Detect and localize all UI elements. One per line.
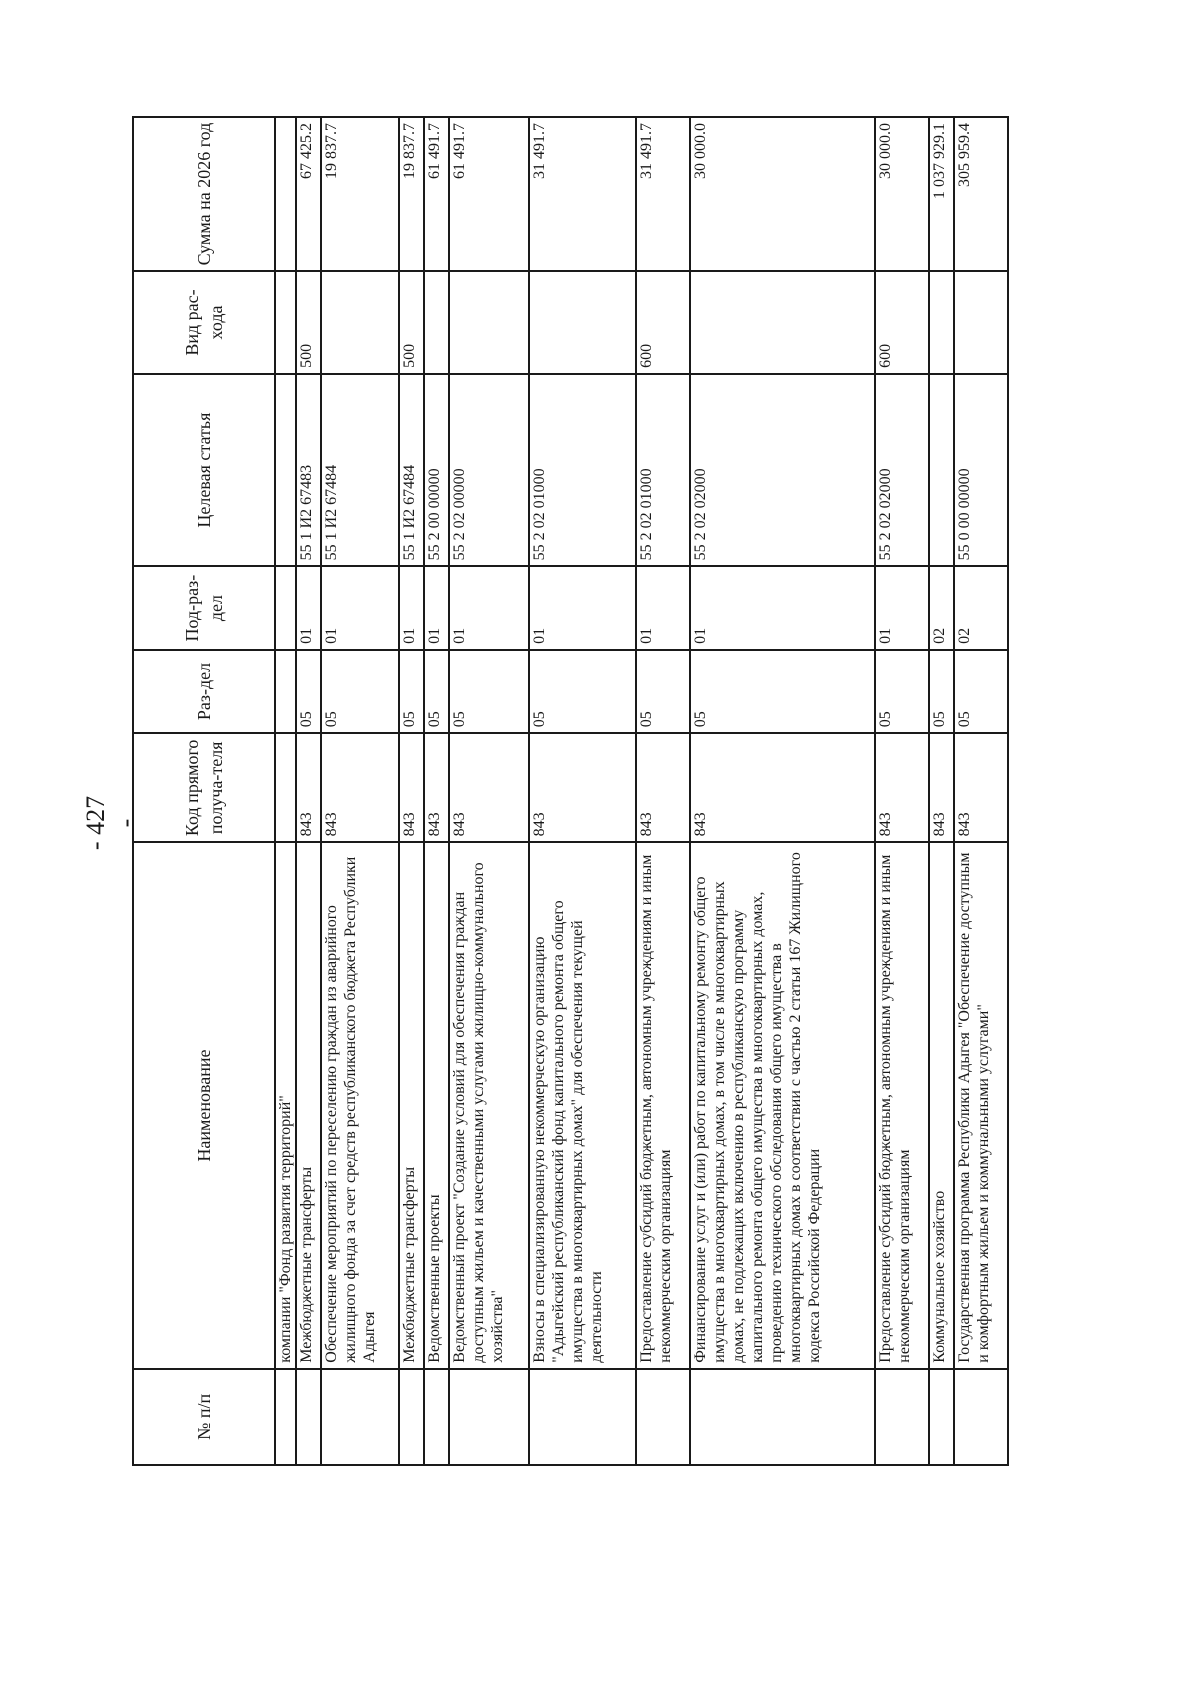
- cell-name: Предоставление субсидий бюджетным, автономным учреждениям и иным некоммерческим организациям: [636, 842, 690, 1368]
- cell-recipient: 843: [929, 733, 954, 842]
- cell-target: 55 1 И2 67484: [399, 374, 424, 567]
- cell-name: Обеспечение мероприятий по переселению граждан из аварийного жилищного фонда за счет средств республиканского бюджета Республики Адыгея: [321, 842, 399, 1368]
- cell-expense: [529, 271, 636, 374]
- cell-expense: [424, 271, 449, 374]
- cell-amount: 19 837.7: [399, 117, 424, 271]
- table-row: [954, 117, 1008, 1465]
- cell-num: [399, 1369, 424, 1465]
- cell-section: 05: [954, 650, 1008, 733]
- cell-name: Коммунальное хозяйство: [929, 842, 954, 1368]
- cell-expense: [275, 271, 296, 374]
- cell-recipient: 843: [636, 733, 690, 842]
- cell-num: [449, 1369, 529, 1465]
- cell-target: 55 2 02 01000: [636, 374, 690, 567]
- table-row: [321, 117, 399, 1465]
- cell-amount: 305 959.4: [954, 117, 1008, 271]
- header-num: № п/п: [133, 1369, 275, 1465]
- cell-expense: [690, 271, 875, 374]
- cell-section: 05: [690, 650, 875, 733]
- header-target-article: Целевая статья: [133, 374, 275, 567]
- cell-subsection: [275, 566, 296, 649]
- cell-num: [929, 1369, 954, 1465]
- rotated-page-content: [132, 116, 1200, 1466]
- cell-section: 05: [321, 650, 399, 733]
- cell-name: Государственная программа Республики Адыгея "Обеспечение доступным и комфортным жильем и коммунальными услугами": [954, 842, 1008, 1368]
- cell-expense: 600: [636, 271, 690, 374]
- header-section: Раз-дел: [133, 650, 275, 733]
- budget-table: [132, 116, 1009, 1466]
- page-number: - 427 -: [81, 795, 140, 851]
- cell-expense: [929, 271, 954, 374]
- cell-target: 55 2 00 00000: [424, 374, 449, 567]
- cell-subsection: 02: [929, 566, 954, 649]
- cell-num: [296, 1369, 321, 1465]
- cell-name: Взносы в специализированную некоммерческую организацию "Адыгейский республиканский фонд капитального ремонта общего имущества в многоквартирных домах" для обеспечения текущей деятельности: [529, 842, 636, 1368]
- cell-recipient: 843: [529, 733, 636, 842]
- cell-subsection: 01: [875, 566, 929, 649]
- cell-recipient: 843: [690, 733, 875, 842]
- cell-target: [929, 374, 954, 567]
- table-header-row: [133, 117, 275, 1465]
- header-recipient-code: Код прямого получа-теля: [133, 733, 275, 842]
- cell-amount: 19 837.7: [321, 117, 399, 271]
- cell-target: 55 2 02 01000: [529, 374, 636, 567]
- cell-target: 55 1 И2 67483: [296, 374, 321, 567]
- cell-expense: [321, 271, 399, 374]
- cell-amount: [275, 117, 296, 271]
- header-amount-2026: Сумма на 2026 год: [133, 117, 275, 271]
- cell-num: [690, 1369, 875, 1465]
- cell-num: [875, 1369, 929, 1465]
- table-row: [399, 117, 424, 1465]
- cell-expense: 500: [296, 271, 321, 374]
- cell-subsection: 01: [399, 566, 424, 649]
- cell-num: [529, 1369, 636, 1465]
- cell-section: 05: [399, 650, 424, 733]
- cell-name: Предоставление субсидий бюджетным, автономным учреждениям и иным некоммерческим организациям: [875, 842, 929, 1368]
- cell-amount: 61 491.7: [424, 117, 449, 271]
- table-row: [275, 117, 296, 1465]
- cell-amount: 67 425.2: [296, 117, 321, 271]
- table-row: [875, 117, 929, 1465]
- cell-section: 05: [424, 650, 449, 733]
- header-subsection: Под-раз-дел: [133, 566, 275, 649]
- cell-amount: 30 000.0: [690, 117, 875, 271]
- cell-expense: 600: [875, 271, 929, 374]
- cell-amount: 30 000.0: [875, 117, 929, 271]
- table-row: [449, 117, 529, 1465]
- cell-name: Межбюджетные трансферты: [296, 842, 321, 1368]
- cell-num: [424, 1369, 449, 1465]
- cell-amount: 61 491.7: [449, 117, 529, 271]
- cell-section: 05: [529, 650, 636, 733]
- cell-recipient: 843: [954, 733, 1008, 842]
- cell-subsection: 01: [424, 566, 449, 649]
- cell-num: [321, 1369, 399, 1465]
- cell-num: [954, 1369, 1008, 1465]
- cell-target: [275, 374, 296, 567]
- cell-section: 05: [449, 650, 529, 733]
- cell-subsection: 01: [296, 566, 321, 649]
- cell-name: Ведомственные проекты: [424, 842, 449, 1368]
- cell-subsection: 02: [954, 566, 1008, 649]
- header-name: Наименование: [133, 842, 275, 1368]
- cell-target: 55 2 02 00000: [449, 374, 529, 567]
- table-row: [296, 117, 321, 1465]
- cell-subsection: 01: [449, 566, 529, 649]
- cell-recipient: 843: [399, 733, 424, 842]
- cell-subsection: 01: [690, 566, 875, 649]
- header-expense-type: Вид рас-хода: [133, 271, 275, 374]
- cell-name: Ведомственный проект "Создание условий для обеспечения граждан доступным жильем и качественными услугами жилищно-коммунального хозяйства": [449, 842, 529, 1368]
- cell-section: 05: [636, 650, 690, 733]
- cell-subsection: 01: [636, 566, 690, 649]
- cell-subsection: 01: [529, 566, 636, 649]
- cell-num: [275, 1369, 296, 1465]
- cell-expense: [954, 271, 1008, 374]
- cell-target: 55 0 00 00000: [954, 374, 1008, 567]
- cell-name: компании "Фонд развития территорий": [275, 842, 296, 1368]
- cell-recipient: 843: [424, 733, 449, 842]
- table-row: [929, 117, 954, 1465]
- table-row: [690, 117, 875, 1465]
- cell-subsection: 01: [321, 566, 399, 649]
- cell-section: 05: [296, 650, 321, 733]
- cell-amount: 31 491.7: [636, 117, 690, 271]
- table-row: [424, 117, 449, 1465]
- cell-amount: 1 037 929.1: [929, 117, 954, 271]
- cell-target: 55 2 02 02000: [690, 374, 875, 567]
- cell-target: 55 2 02 02000: [875, 374, 929, 567]
- cell-num: [636, 1369, 690, 1465]
- cell-expense: [449, 271, 529, 374]
- cell-expense: 500: [399, 271, 424, 374]
- cell-amount: 31 491.7: [529, 117, 636, 271]
- cell-section: [275, 650, 296, 733]
- cell-section: 05: [875, 650, 929, 733]
- cell-recipient: 843: [449, 733, 529, 842]
- table-row: [636, 117, 690, 1465]
- cell-recipient: 843: [296, 733, 321, 842]
- cell-recipient: [275, 733, 296, 842]
- table-row: [529, 117, 636, 1465]
- cell-section: 05: [929, 650, 954, 733]
- cell-recipient: 843: [321, 733, 399, 842]
- cell-recipient: 843: [875, 733, 929, 842]
- cell-name: Межбюджетные трансферты: [399, 842, 424, 1368]
- cell-name: Финансирование услуг и (или) работ по капитальному ремонту общего имущества в многоквартирных домах, в том числе в многоквартирных домах, не подлежащих включению в республиканскую программу капитального ремонта общего имущества в многоквартирных домах, проведению технического обследования общего имущества в многоквартирных домах в соответствии с частью 2 статьи 167 Жилищного кодекса Российской Федерации: [690, 842, 875, 1368]
- cell-target: 55 1 И2 67484: [321, 374, 399, 567]
